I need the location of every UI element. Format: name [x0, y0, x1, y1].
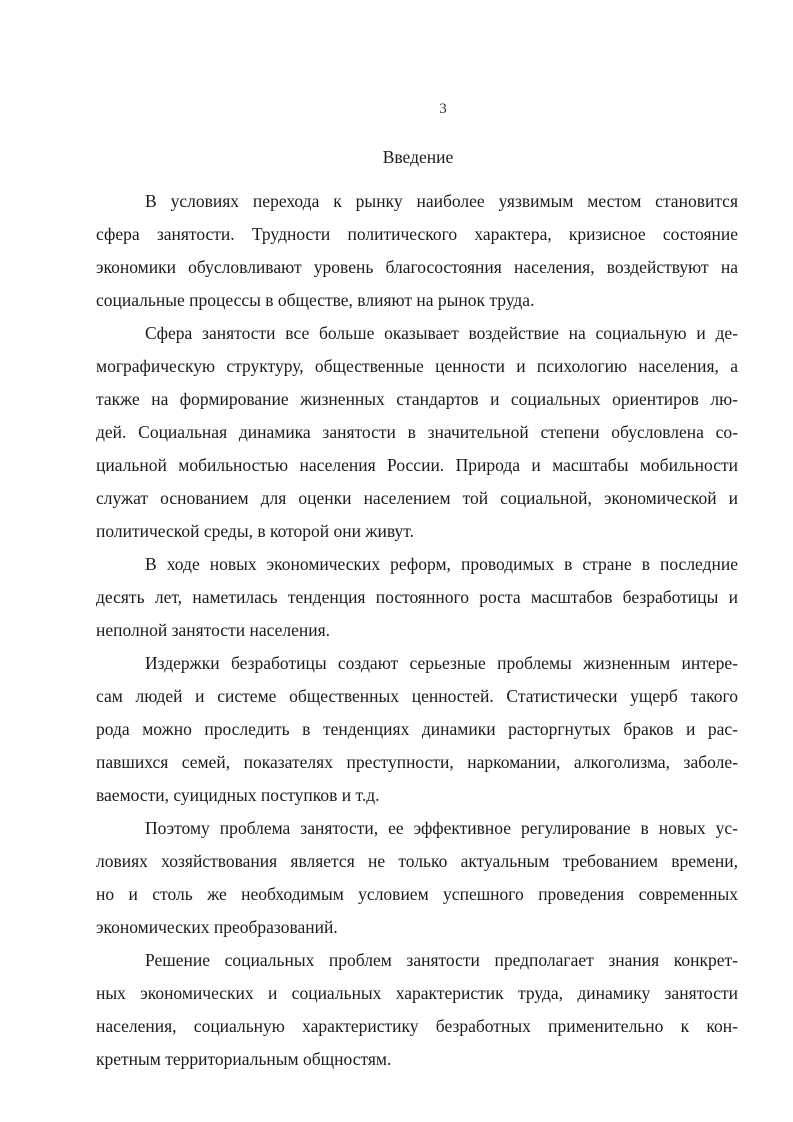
page-number: 3: [439, 101, 447, 117]
text-line: циальной мобильностью населения России. Природа и масштабы мобильности: [96, 455, 738, 475]
text-line: Поэтому проблема занятости, ее эффективное регулирование в новых ус-: [145, 818, 738, 838]
text-line: павшихся семей, показателях преступности, наркомании, алкоголизма, заболе-: [96, 752, 738, 772]
page-title: Введение: [382, 147, 454, 167]
text-line: неполной занятости населения.: [96, 620, 330, 640]
text-line: Издержки безработицы создают серьезные проблемы жизненным интере-: [145, 653, 738, 673]
text-line: сам людей и системе общественных ценностей. Статистически ущерб такого: [96, 686, 738, 706]
text-line: но и столь же необходимым условием успешного проведения современных: [96, 884, 738, 904]
text-line: населения, социальную характеристику безработных применительно к кон-: [96, 1016, 738, 1036]
text-line: мографическую структуру, общественные ценности и психологию населения, а: [96, 356, 738, 376]
text-line: экономических преобразований.: [96, 917, 338, 937]
text-line: ловиях хозяйствования является не только актуальным требованием времени,: [96, 851, 738, 871]
text-line: дей. Социальная динамика занятости в значительной степени обусловлена со-: [96, 422, 738, 442]
text-line: ваемости, суицидных поступков и т.д.: [96, 785, 380, 805]
text-line: политической среды, в которой они живут.: [96, 521, 414, 541]
text-line: также на формирование жизненных стандартов и социальных ориентиров лю-: [96, 389, 738, 409]
text-line: Решение социальных проблем занятости предполагает знания конкрет-: [145, 950, 738, 970]
text-line: Сфера занятости все больше оказывает воздействие на социальную и де-: [145, 323, 738, 343]
text-line: ных экономических и социальных характеристик труда, динамику занятости: [96, 983, 738, 1003]
text-line: экономики обусловливают уровень благосостояния населения, воздействуют на: [96, 257, 738, 277]
text-line: рода можно проследить в тенденциях динамики расторгнутых браков и рас-: [96, 719, 738, 739]
text-line: десять лет, наметилась тенденция постоянного роста масштабов безработицы и: [96, 587, 738, 607]
text-line: кретным территориальным общностям.: [96, 1049, 392, 1069]
text-line: В ходе новых экономических реформ, проводимых в стране в последние: [145, 554, 738, 574]
text-line: служат основанием для оценки населением той социальной, экономической и: [96, 488, 738, 508]
text-line: социальные процессы в обществе, влияют на рынок труда.: [96, 290, 535, 310]
text-line: В условиях перехода к рынку наиболее уязвимым местом становится: [145, 191, 738, 211]
text-line: сфера занятости. Трудности политического характера, кризисное состояние: [96, 224, 738, 244]
